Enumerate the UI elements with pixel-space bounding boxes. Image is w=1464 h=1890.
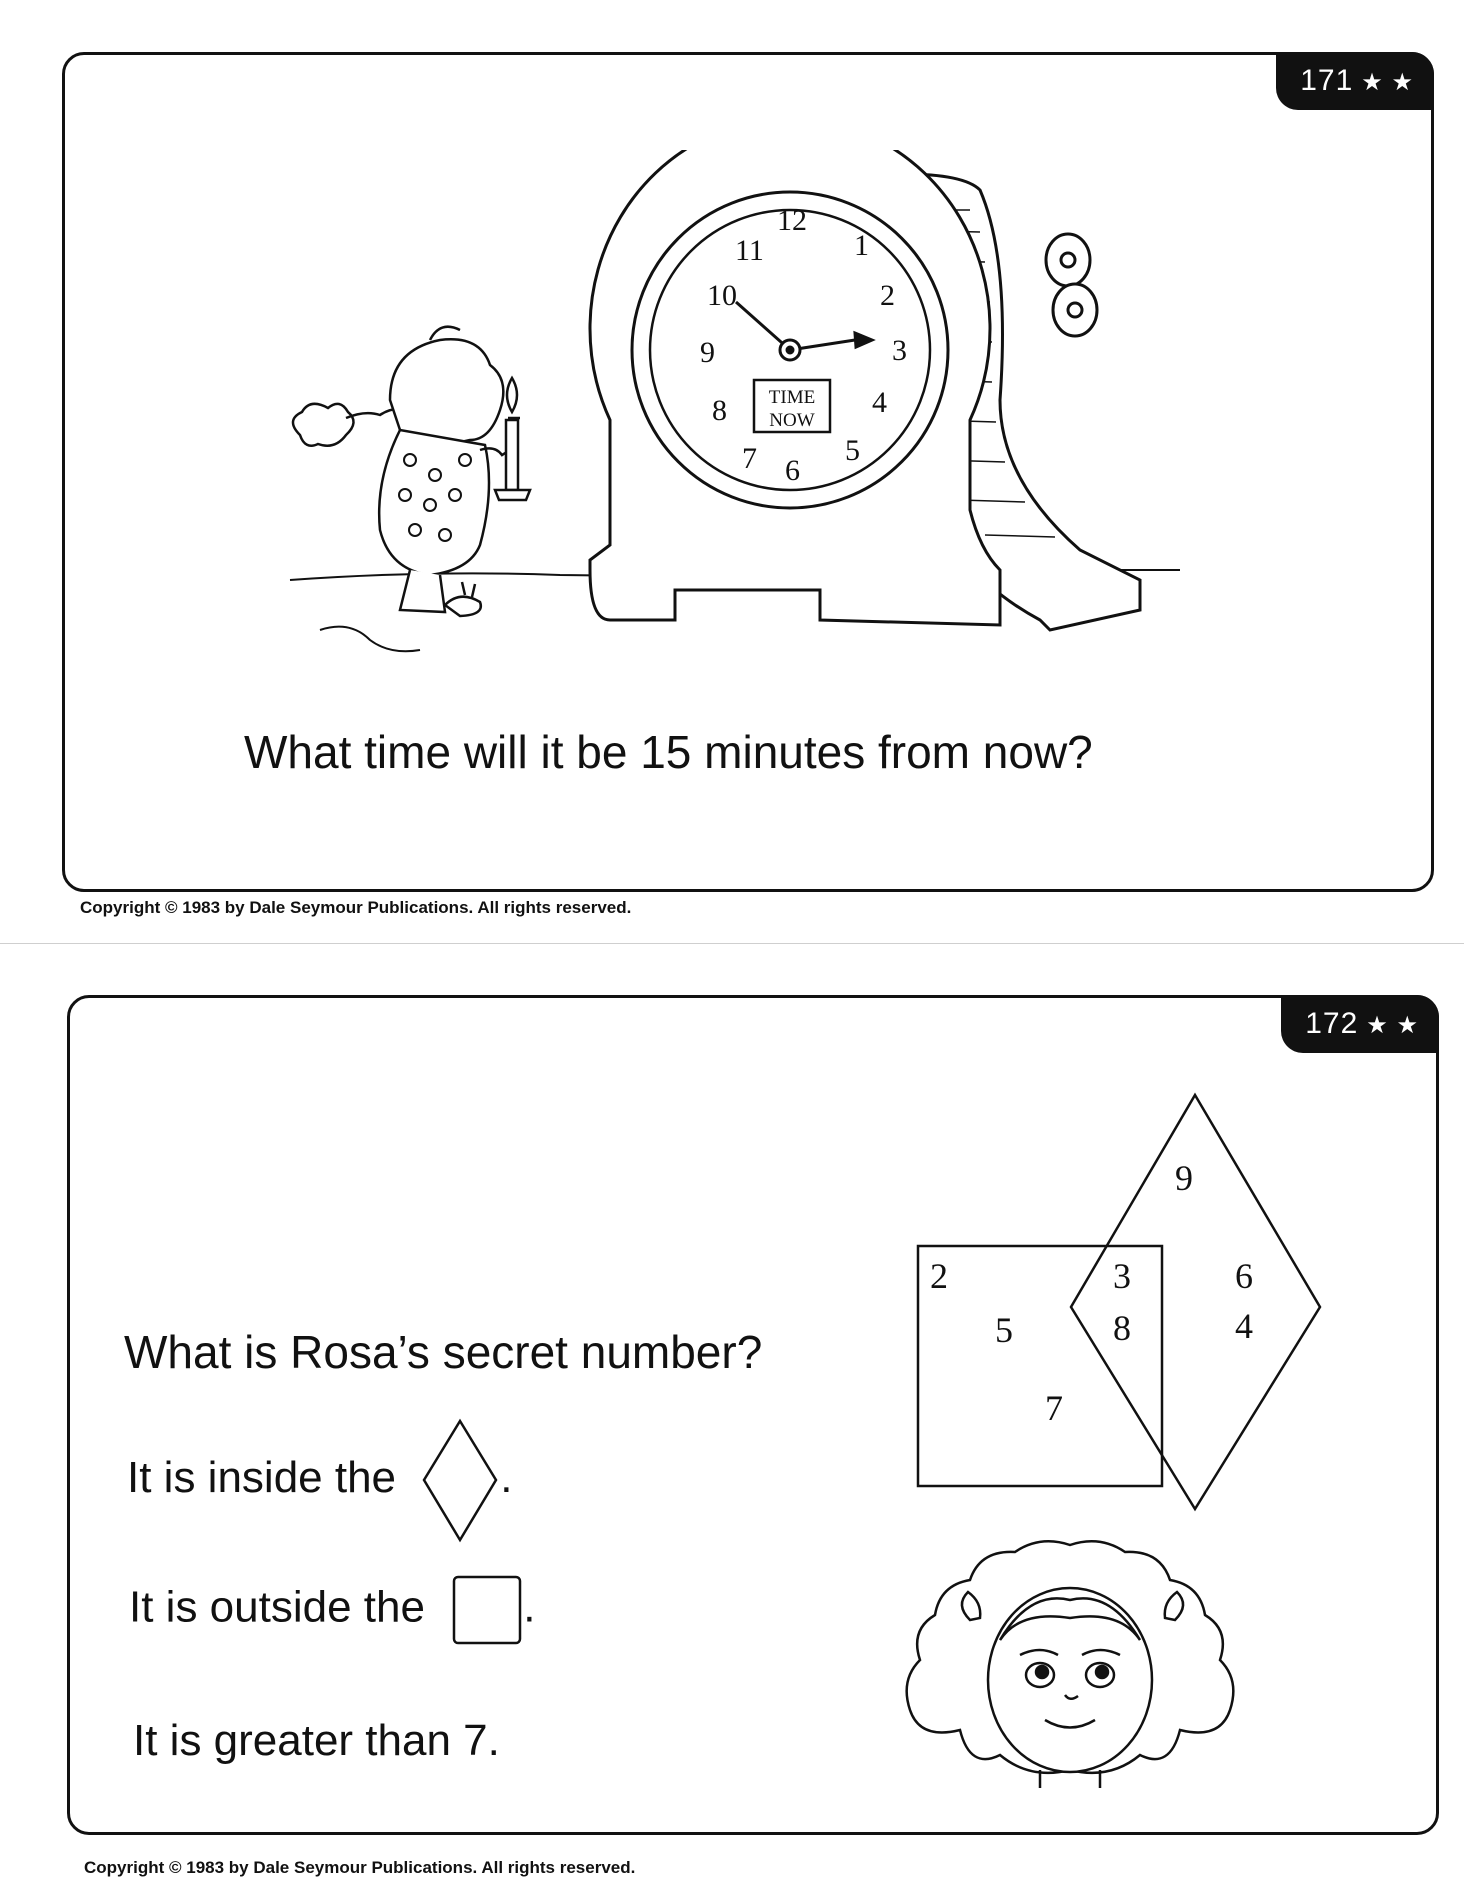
clue-inside-text: It is inside the	[127, 1453, 397, 1503]
clock-number: 4	[872, 386, 887, 419]
difficulty-stars: ★ ★	[1361, 69, 1414, 96]
difficulty-stars: ★ ★	[1366, 1012, 1419, 1039]
clock-number: 6	[785, 454, 800, 487]
clock-number: 10	[707, 279, 737, 312]
rosa-face-illustration	[900, 1530, 1240, 1790]
clock-number: 5	[845, 434, 860, 467]
venn-number: 7	[1045, 1388, 1063, 1428]
clock-number: 1	[854, 229, 869, 262]
clock-number: 9	[700, 336, 715, 369]
clock-number: 12	[777, 204, 807, 237]
card-separator	[0, 943, 1464, 944]
clock-illustration	[280, 150, 1210, 670]
copyright-172: Copyright © 1983 by Dale Seymour Publications. All rights reserved.	[84, 1858, 636, 1877]
venn-number: 2	[930, 1256, 948, 1296]
clue-outside-square	[129, 1574, 535, 1646]
card-number-tab	[1281, 995, 1439, 1053]
venn-number: 4	[1235, 1306, 1253, 1346]
venn-number: 9	[1175, 1158, 1193, 1198]
venn-number: 8	[1113, 1308, 1131, 1348]
clue-outside-period: .	[523, 1582, 536, 1632]
card-number-tab	[1276, 52, 1434, 110]
winding-key	[1046, 234, 1097, 336]
clock-number: 11	[735, 234, 764, 267]
question-171: What time will it be 15 minutes from now?	[244, 726, 1093, 778]
venn-diamond	[1071, 1095, 1320, 1509]
time-now-label-line1: TIME	[768, 387, 816, 408]
clock-number: 2	[880, 279, 895, 312]
card-number: 172	[1305, 1007, 1359, 1040]
venn-number: 3	[1113, 1256, 1131, 1296]
clue-inside-period: .	[500, 1453, 513, 1503]
copyright-171: Copyright © 1983 by Dale Seymour Publications. All rights reserved.	[80, 898, 632, 917]
venn-number: 6	[1235, 1256, 1253, 1296]
venn-diagram	[905, 1090, 1345, 1520]
clue-greater-than: It is greater than 7.	[133, 1716, 500, 1765]
card-number: 171	[1300, 64, 1354, 97]
clock-number: 8	[712, 394, 727, 427]
diamond-icon	[420, 1418, 500, 1543]
venn-number: 5	[995, 1310, 1013, 1350]
square-icon	[451, 1574, 523, 1646]
clock-number: 7	[742, 442, 757, 475]
clue-inside-diamond	[127, 1418, 513, 1543]
time-now-label-line2: NOW	[769, 410, 815, 431]
clue-outside-text: It is outside the	[129, 1582, 425, 1632]
question-172: What is Rosa’s secret number?	[124, 1326, 763, 1378]
clock-number: 3	[892, 334, 907, 367]
